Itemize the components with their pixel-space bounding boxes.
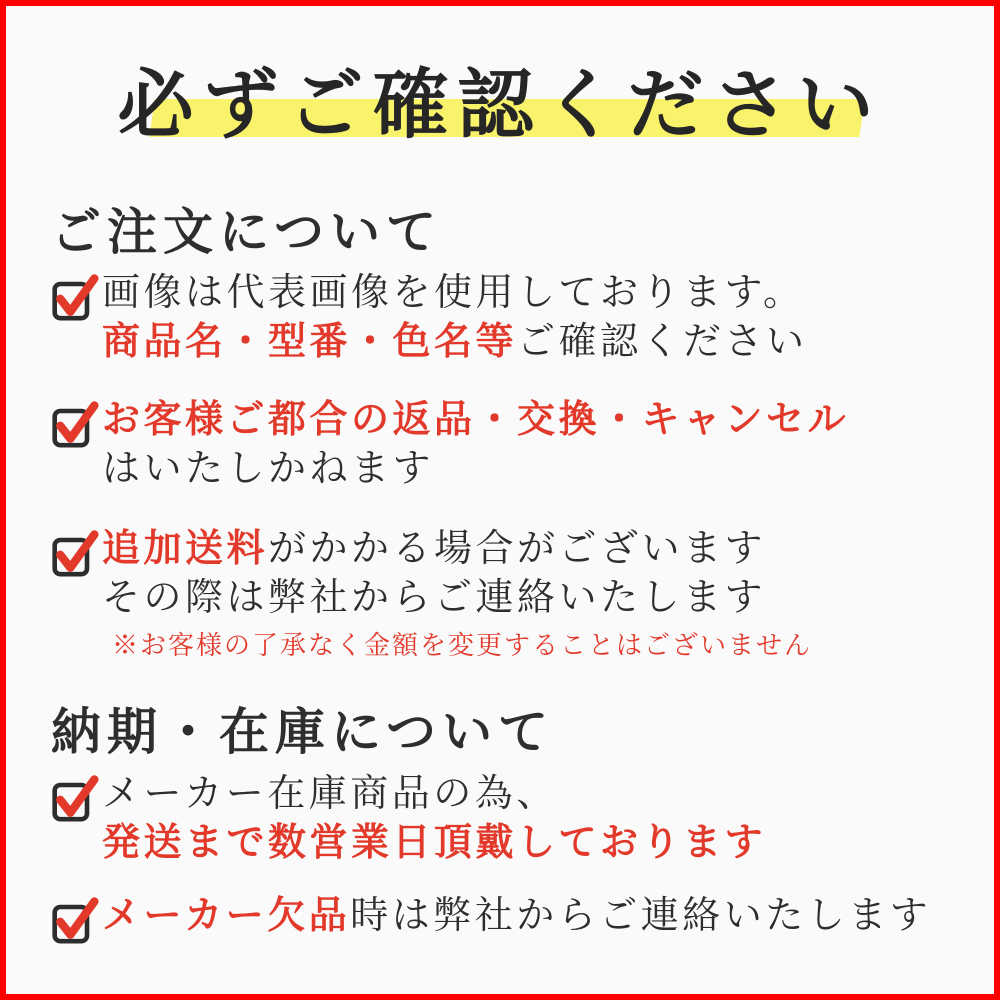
item-line xyxy=(102,269,808,318)
text-segment: メーカー在庫商品の為、 xyxy=(102,773,558,815)
item-line xyxy=(102,318,808,367)
item-line xyxy=(102,445,849,494)
item-text xyxy=(102,892,931,941)
text-segment-red: お客様ご都合の返品・交換・キャンセル xyxy=(102,399,850,441)
text-segment: はいたしかねます xyxy=(102,448,435,490)
checkbox-checked-icon xyxy=(51,271,99,321)
checklist-item-returns xyxy=(51,396,849,494)
section-heading-order: ご注文について xyxy=(51,204,442,260)
text-segment: 時は弊社からご連絡いたします xyxy=(350,895,932,937)
item-text xyxy=(102,269,808,367)
text-segment: がかかる場合がございます xyxy=(268,528,767,570)
item-text xyxy=(102,396,849,494)
item-line xyxy=(102,574,812,623)
item-text xyxy=(102,525,812,662)
checklist-item-extra-shipping xyxy=(51,525,812,662)
section-heading-stock: 納期・在庫について xyxy=(51,704,554,760)
checkbox-checked-icon xyxy=(51,772,99,822)
text-segment-red: 商品名・型番・色名等 xyxy=(102,321,518,363)
text-segment-red: 追加送料 xyxy=(102,528,269,570)
item-line xyxy=(102,525,812,574)
item-line xyxy=(102,770,766,819)
text-segment-red: 発送まで数営業日頂戴しております xyxy=(102,822,767,864)
text-segment-red: メーカー欠品 xyxy=(102,895,351,937)
text-segment: 画像は代表画像を使用しております。 xyxy=(102,272,805,314)
item-line xyxy=(102,892,931,941)
page-title: 必ずご確認ください xyxy=(117,64,883,148)
checkbox-checked-icon xyxy=(51,894,99,944)
checkbox-checked-icon xyxy=(51,527,99,577)
item-line xyxy=(102,396,849,445)
text-segment: ご確認ください xyxy=(517,321,808,363)
checklist-item-maker-shortage xyxy=(51,892,931,944)
item-note: ※お客様の了承なく金額を変更することはございません xyxy=(112,631,813,660)
text-segment: その際は弊社からご連絡いたします xyxy=(102,577,767,619)
item-text xyxy=(102,770,766,868)
checkbox-checked-icon xyxy=(51,398,99,448)
checklist-item-representative-image xyxy=(51,269,808,367)
checklist-item-maker-stock xyxy=(51,770,766,868)
item-line xyxy=(102,819,766,868)
